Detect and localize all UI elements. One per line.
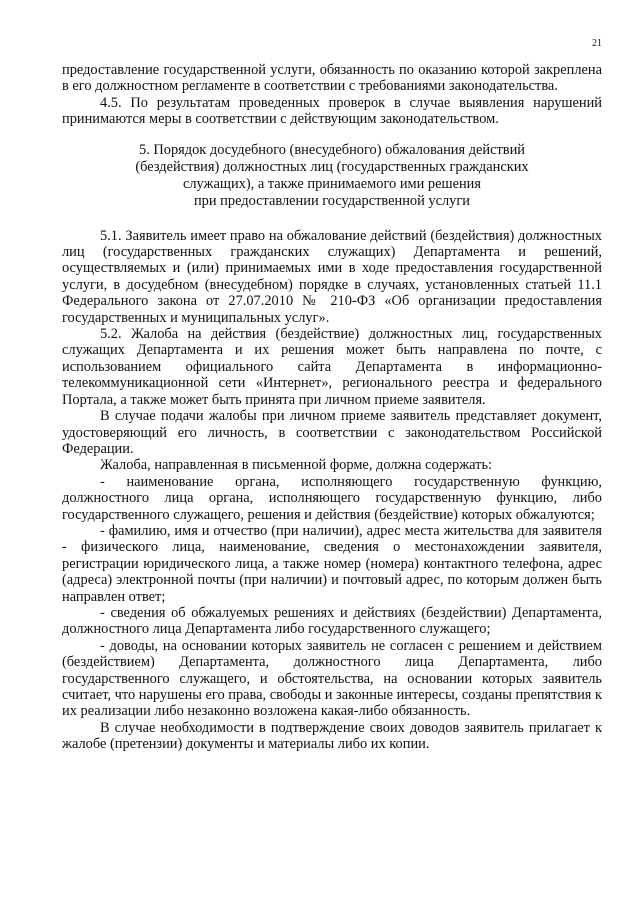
section-5-heading	[62, 142, 602, 210]
paragraph-personal-reception: В случае подачи жалобы при личном приеме заявитель представляет документ, удостоверяющий его личность, в соответствии с законодательством Российской Федерации.	[62, 408, 602, 457]
section-5-heading-line: при предоставлении государственной услуги	[193, 192, 470, 209]
list-item-appealed-decisions: - сведения об обжалуемых решениях и действиях (бездействии) Департамента, должностного лица Департамента либо государственного служащего;	[62, 604, 602, 638]
paragraph-5-1: 5.1. Заявитель имеет право на обжалование действий (бездействия) должностных лиц (государственных гражданских служащих) Департамента и решений, осуществляемых и (или) принимаемых ими в ходе предоставления государственной услуги, в досудебном (внесудебном) порядке в случаях, установленных статьей 11.1 Федерального закона от 27.07.2010 № 210-ФЗ «Об организации предоставления государственных и муниципальных услуг».	[62, 227, 602, 326]
page-number: 21	[592, 38, 602, 49]
document-body	[62, 62, 602, 753]
paragraph-supporting-documents: В случае необходимости в подтверждение своих доводов заявитель прилагает к жалобе (претензии) документы и материалы либо их копии.	[62, 719, 602, 753]
paragraph-4-5: 4.5. По результатам проведенных проверок в случае выявления нарушений принимаются меры в соответствии с действующим законодательством.	[62, 94, 602, 128]
list-item-applicant-details: - фамилию, имя и отчество (при наличии), адрес места жительства для заявителя - физического лица, наименование, сведения о местонахождении заявителя, регистрации юридического лица, а также номер (номера) контактного телефона, адрес (адреса) электронной почты (при наличии) и почтовый адрес, по которым должен быть направлен ответ;	[62, 522, 602, 605]
paragraph-continuation: предоставление государственной услуги, обязанность по оказанию которой закреплена в его должностном регламенте в соответствии с требованиями законодательства.	[62, 62, 602, 95]
paragraph-complaint-contents: Жалоба, направленная в письменной форме, должна содержать:	[100, 457, 493, 474]
list-item-arguments: - доводы, на основании которых заявитель не согласен с решением и действием (бездействием) Департамента, должностного лица Департамента, либо государственного служащего, и обстоятельства, на основании которых заявитель считает, что нарушены его права, свободы и законные интересы, созданы препятствия к их реализации либо незаконно возложена какая-либо обязанность.	[62, 637, 602, 720]
section-5-heading-line: служащих), а также принимаемого ими решения	[182, 175, 482, 192]
paragraph-5-2: 5.2. Жалоба на действия (бездействие) должностных лиц, государственных служащих Департамента и их решения может быть направлена по почте, с использованием официального сайта Департамента в информационно-телекоммуникационной сети «Интернет», регионального реестра и федерального Портала, а также может быть принята при личном приеме заявителя.	[62, 326, 602, 408]
section-5-heading-line: (бездействия) должностных лиц (государственных гражданских	[135, 158, 529, 175]
list-item-authority: - наименование органа, исполняющего государственную функцию, должностного лица органа, исполняющего государственную функцию, либо государственного служащего, решения и действия (бездействие) которых обжалуются;	[62, 473, 602, 523]
section-5-heading-line: 5. Порядок досудебного (внесудебного) обжалования действий	[139, 141, 525, 158]
